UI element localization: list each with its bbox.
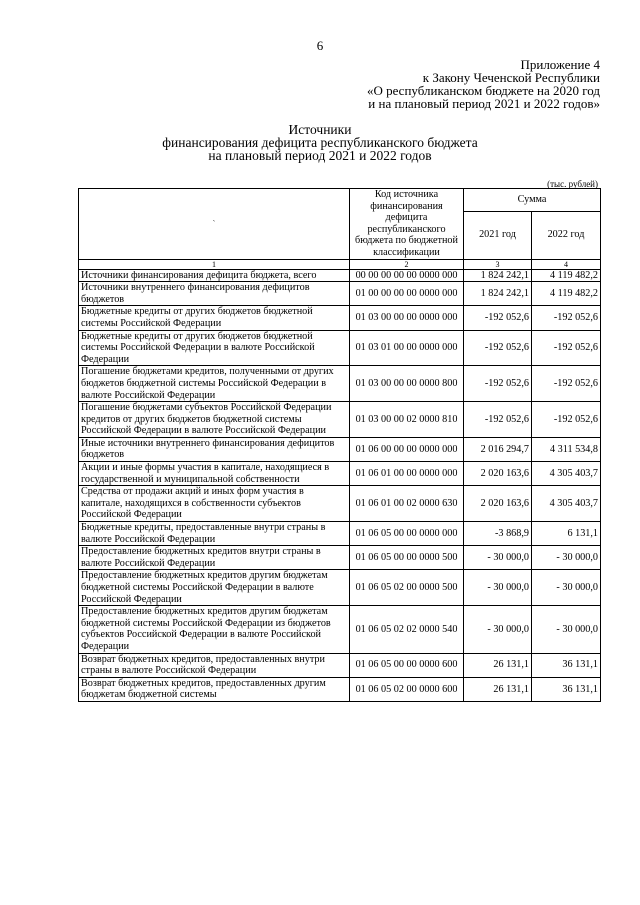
row-name: Источники внутреннего финансирования дефицитов бюджетов — [79, 282, 350, 306]
row-name: Иные источники внутреннего финансирования дефицитов бюджетов — [79, 437, 350, 461]
column-number: 1 — [79, 259, 350, 269]
row-code: 00 00 00 00 00 0000 000 — [350, 269, 464, 282]
row-code: 01 06 05 02 00 0000 600 — [350, 677, 464, 701]
row-code: 01 06 05 00 00 0000 600 — [350, 653, 464, 677]
row-value-2022: -192 052,6 — [532, 306, 601, 330]
table-row — [79, 366, 601, 402]
row-value-2022: 4 311 534,8 — [532, 437, 601, 461]
row-value-2022: -192 052,6 — [532, 330, 601, 366]
row-name: Средства от продажи акций и иных форм участия в капитале, находящихся в собственности субъектов Российской Федерации — [79, 486, 350, 522]
column-number: 2 — [350, 259, 464, 269]
table-row — [79, 653, 601, 677]
row-value-2022: - 30 000,0 — [532, 546, 601, 570]
row-value-2021: -192 052,6 — [464, 402, 532, 438]
row-code: 01 03 01 00 00 0000 000 — [350, 330, 464, 366]
row-code: 01 03 00 00 00 0000 000 — [350, 306, 464, 330]
row-code: 01 06 05 00 00 0000 000 — [350, 522, 464, 546]
column-number: 4 — [532, 259, 601, 269]
row-name: Бюджетные кредиты от других бюджетов бюджетной системы Российской Федерации — [79, 306, 350, 330]
row-code: 01 06 05 02 00 0000 500 — [350, 570, 464, 606]
row-code: 01 06 05 00 00 0000 500 — [350, 546, 464, 570]
header-code-column: Код источника финансирования дефицита республиканского бюджета по бюджетной классификации — [350, 189, 464, 260]
table-row — [79, 306, 601, 330]
table-row — [79, 269, 601, 282]
financing-sources-table — [78, 188, 601, 702]
row-code: 01 06 05 02 02 0000 540 — [350, 606, 464, 653]
table-row — [79, 522, 601, 546]
row-value-2021: -192 052,6 — [464, 306, 532, 330]
row-value-2021: 2 020 163,6 — [464, 486, 532, 522]
row-value-2022: -192 052,6 — [532, 402, 601, 438]
table-row — [79, 606, 601, 653]
row-value-2021: -192 052,6 — [464, 330, 532, 366]
row-value-2022: 36 131,1 — [532, 677, 601, 701]
document-title — [0, 123, 640, 162]
row-code: 01 06 00 00 00 0000 000 — [350, 437, 464, 461]
appendix-line-3: «О республиканском бюджете на 2020 год — [366, 83, 600, 98]
row-code: 01 03 00 00 02 0000 810 — [350, 402, 464, 438]
header-year-2021: 2021 год — [464, 211, 532, 259]
row-value-2021: 1 824 242,1 — [464, 269, 532, 282]
page-number: 6 — [316, 38, 324, 53]
table-row — [79, 402, 601, 438]
table-row — [79, 677, 601, 701]
row-name: Бюджетные кредиты от других бюджетов бюджетной системы Российской Федерации в валюте Российской Федерации — [79, 330, 350, 366]
row-name: Предоставление бюджетных кредитов другим бюджетам бюджетной системы Российской Федерации в валюте Российской Федерации — [79, 570, 350, 606]
row-name: Предоставление бюджетных кредитов внутри страны в валюте Российской Федерации — [79, 546, 350, 570]
row-name: Погашение бюджетами субъектов Российской Федерации кредитов от других бюджетов бюджетной системы Российской Федерации в валюте Российской Федерации — [79, 402, 350, 438]
appendix-line-1: Приложение 4 — [520, 57, 600, 72]
header-mark: ` — [212, 218, 216, 228]
row-value-2021: - 30 000,0 — [464, 570, 532, 606]
row-value-2022: 36 131,1 — [532, 653, 601, 677]
column-number: 3 — [464, 259, 532, 269]
table-row — [79, 546, 601, 570]
table-body — [79, 269, 601, 701]
row-code: 01 03 00 00 00 0000 800 — [350, 366, 464, 402]
row-value-2021: 2 020 163,6 — [464, 462, 532, 486]
row-value-2021: 26 131,1 — [464, 677, 532, 701]
row-name: Предоставление бюджетных кредитов другим бюджетам бюджетной системы Российской Федерации из бюджетов субъектов Российской Федерации в валюте Российской Федерации — [79, 606, 350, 653]
row-name: Бюджетные кредиты, предоставленные внутри страны в валюте Российской Федерации — [79, 522, 350, 546]
row-value-2022: 4 119 482,2 — [532, 269, 601, 282]
row-value-2021: -3 868,9 — [464, 522, 532, 546]
header-name-column — [79, 189, 350, 260]
table-row — [79, 486, 601, 522]
table-row — [79, 330, 601, 366]
row-name: Источники финансирования дефицита бюджета, всего — [79, 269, 350, 282]
title-line-1: Источники — [288, 122, 352, 137]
table-row — [79, 462, 601, 486]
header-year-2022: 2022 год — [532, 211, 601, 259]
row-name: Возврат бюджетных кредитов, предоставленных внутри страны в валюте Российской Федерации — [79, 653, 350, 677]
header-row-1 — [79, 189, 601, 212]
row-value-2022: 6 131,1 — [532, 522, 601, 546]
row-value-2021: 26 131,1 — [464, 653, 532, 677]
row-code: 01 00 00 00 00 0000 000 — [350, 282, 464, 306]
table-row — [79, 570, 601, 606]
row-value-2022: 4 305 403,7 — [532, 462, 601, 486]
row-value-2022: - 30 000,0 — [532, 606, 601, 653]
appendix-heading — [367, 58, 600, 110]
row-code: 01 06 01 00 00 0000 000 — [350, 462, 464, 486]
appendix-line-4: и на плановый период 2021 и 2022 годов» — [368, 96, 600, 111]
row-name: Акции и иные формы участия в капитале, находящиеся в государственной и муниципальной собственности — [79, 462, 350, 486]
title-line-3: на плановый период 2021 и 2022 годов — [208, 148, 432, 163]
row-name: Возврат бюджетных кредитов, предоставленных другим бюджетам бюджетной системы — [79, 677, 350, 701]
row-value-2021: - 30 000,0 — [464, 606, 532, 653]
table-row — [79, 437, 601, 461]
row-value-2022: -192 052,6 — [532, 366, 601, 402]
row-value-2022: 4 119 482,2 — [532, 282, 601, 306]
title-line-2: финансирования дефицита республиканского бюджета — [162, 135, 478, 150]
appendix-line-2: к Закону Чеченской Республики — [422, 70, 600, 85]
row-value-2022: - 30 000,0 — [532, 570, 601, 606]
row-name: Погашение бюджетами кредитов, полученными от других бюджетов бюджетной системы Российской Федерации в валюте Российской Федерации — [79, 366, 350, 402]
column-numbers-row — [79, 259, 601, 269]
table-row — [79, 282, 601, 306]
row-code: 01 06 01 00 02 0000 630 — [350, 486, 464, 522]
row-value-2021: 2 016 294,7 — [464, 437, 532, 461]
row-value-2022: 4 305 403,7 — [532, 486, 601, 522]
header-sum: Сумма — [464, 189, 601, 212]
row-value-2021: -192 052,6 — [464, 366, 532, 402]
row-value-2021: - 30 000,0 — [464, 546, 532, 570]
units-note: (тыс. рублей) — [547, 179, 598, 189]
row-value-2021: 1 824 242,1 — [464, 282, 532, 306]
